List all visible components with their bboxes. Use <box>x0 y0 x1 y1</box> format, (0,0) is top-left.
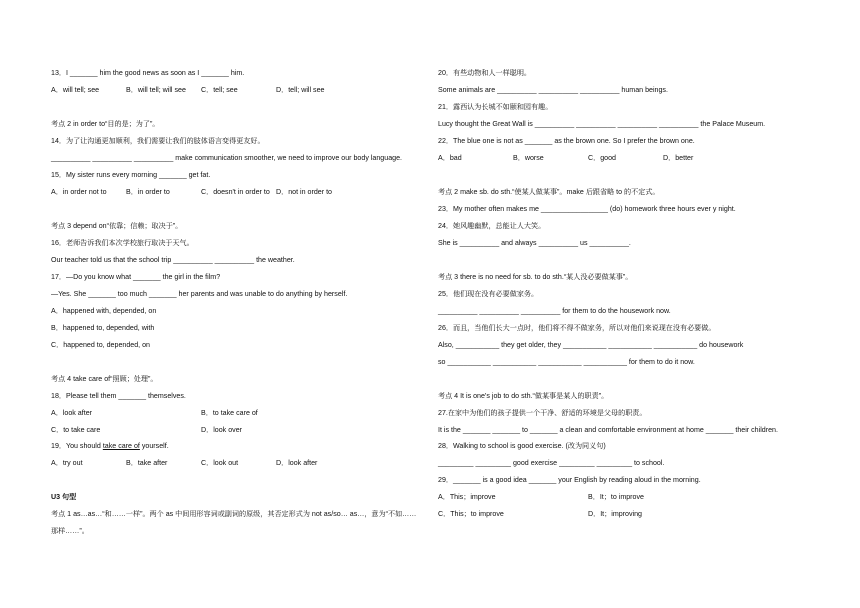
kp2-heading: 考点 2 in order to“目的是；为了”。 <box>51 120 160 128</box>
question-18-options-row1 <box>51 409 258 418</box>
kp2-heading: 考点 2 make sb. do sth.“使某人做某事”。make 后跟省略 to 的不定式。 <box>438 188 660 196</box>
question-21-english: Lucy thought the Great Wall is __________ __________ __________ __________ the Palace Museum. <box>438 120 766 128</box>
question-17-option-b: B．happened to, depended, with <box>51 324 155 332</box>
question-17-option-c: C．happened to, depended, on <box>51 341 151 349</box>
kp4-heading: 考点 4 take care of“照顾；处理”。 <box>51 375 158 383</box>
kp3-heading: 考点 3 depend on“依靠；信赖；取决于”。 <box>51 222 183 230</box>
kp3-heading: 考点 3 there is no need for sb. to do sth.“某人没必要做某事”。 <box>438 273 633 281</box>
question-14-english: __________ __________ __________ make communication smoother, we need to improve our body language. <box>51 154 403 162</box>
option-c: C．to take care <box>51 426 101 434</box>
question-18: 18．Please tell them _______ themselves. <box>51 392 186 400</box>
option-a: A．try out <box>51 459 83 467</box>
question-13: 13．I _______ him the good news as soon as I _______ him. <box>51 69 245 77</box>
question-25-english: __________ __________ __________ for them to do the housework now. <box>438 307 671 315</box>
question-26: 26．而且，当他们长大一点时，他们将不得不做家务，所以对他们来说现在没有必要做。 <box>438 324 716 332</box>
option-a: A．look after <box>51 409 93 417</box>
option-b: B．It；to improve <box>588 493 644 501</box>
option-b: B．worse <box>513 154 544 162</box>
u3-heading: U3 句型 <box>51 493 77 501</box>
question-29-options-row1 <box>438 493 644 502</box>
question-26-english-2: so ___________ ___________ ___________ ___________ for them to do it now. <box>438 358 695 366</box>
option-a: A．will tell; see <box>51 86 100 94</box>
question-29-options-row2 <box>438 510 642 519</box>
question-19-underlined: take care of <box>102 442 140 450</box>
option-b: B．to take care of <box>201 409 258 417</box>
option-b: B．take after <box>126 459 168 467</box>
question-22: 22．The blue one is not as _______ as the brown one. So I prefer the brown one. <box>438 137 695 145</box>
option-d: D．look after <box>276 459 318 467</box>
question-17: 17．—Do you know what _______ the girl in the film? <box>51 273 221 281</box>
question-19-suffix: yourself. <box>139 442 169 450</box>
kp4-heading: 考点 4 It is one’s job to do sth.“做某事是某人的职责”。 <box>438 392 609 400</box>
option-c: C．good <box>588 154 616 162</box>
option-c: C．doesn't in order to <box>201 188 270 196</box>
option-d: D．not in order to <box>276 188 332 196</box>
kp1-text-continued: 那样……”。 <box>51 527 89 535</box>
question-28: 28．Walking to school is good exercise. (改为同义句) <box>438 442 606 450</box>
question-28-english: _________ _________ good exercise _________ _________ to school. <box>438 459 665 467</box>
option-d: D．It；improving <box>588 510 643 518</box>
question-24-english: She is __________ and always __________ us __________. <box>438 239 631 247</box>
question-19 <box>51 442 169 451</box>
question-22-options <box>438 154 693 163</box>
question-19-prefix: 19．You should <box>51 442 103 450</box>
option-d: D．look over <box>201 426 243 434</box>
option-d: D．better <box>663 154 694 162</box>
option-a: A．bad <box>438 154 462 162</box>
kp1-text: 考点 1 as…as…“和……一样”。两个 as 中间用形容词或副词的原级，其否定形式为 not as/so… as…，意为“不如…… <box>51 510 417 518</box>
option-b: B．in order to <box>126 188 170 196</box>
option-c: C．tell; see <box>201 86 238 94</box>
question-20: 20．有些动物和人一样聪明。 <box>438 69 532 77</box>
question-15: 15．My sister runs every morning _______ get fat. <box>51 171 211 179</box>
question-15-options <box>51 188 332 197</box>
option-c: C．This；to improve <box>438 510 504 518</box>
option-a: A．in order not to <box>51 188 107 196</box>
question-18-options-row2 <box>51 426 242 435</box>
question-16-english: Our teacher told us that the school trip __________ __________ the weather. <box>51 256 295 264</box>
question-27: 27.在家中为他们的孩子提供一个干净、舒适的环境是父母的职责。 <box>438 409 647 417</box>
question-27-english: It is the _______ _______ to _______ a clean and comfortable environment at home _______ their children. <box>438 426 778 434</box>
question-19-options <box>51 459 317 468</box>
question-29: 29．_______ is a good idea _______ your English by reading aloud in the morning. <box>438 476 701 484</box>
option-b: B．will tell; will see <box>126 86 186 94</box>
option-c: C．look out <box>201 459 239 467</box>
question-17-reply: —Yes. She _______ too much _______ her parents and was unable to do anything by herself. <box>51 290 348 298</box>
option-a: A．This；improve <box>438 493 496 501</box>
question-20-english: Some animals are __________ __________ __________ human beings. <box>438 86 668 94</box>
question-16: 16．老师告诉我们本次学校旅行取决于天气。 <box>51 239 194 247</box>
question-23: 23．My mother often makes me _________________ (do) homework three hours ever y night. <box>438 205 736 213</box>
question-21: 21．露西认为长城不如颐和园有趣。 <box>438 103 553 111</box>
option-d: D．tell; will see <box>276 86 325 94</box>
question-17-option-a: A．happened with, depended, on <box>51 307 157 315</box>
question-26-english-1: Also, ___________ they get older, they ___________ ___________ ___________ do housework <box>438 341 744 349</box>
question-13-options <box>51 86 325 95</box>
question-24: 24．她风趣幽默，总能让人大笑。 <box>438 222 546 230</box>
question-14: 14．为了让沟通更加顺利，我们需要让我们的肢体语言变得更友好。 <box>51 137 265 145</box>
question-25: 25．他们现在没有必要做家务。 <box>438 290 539 298</box>
